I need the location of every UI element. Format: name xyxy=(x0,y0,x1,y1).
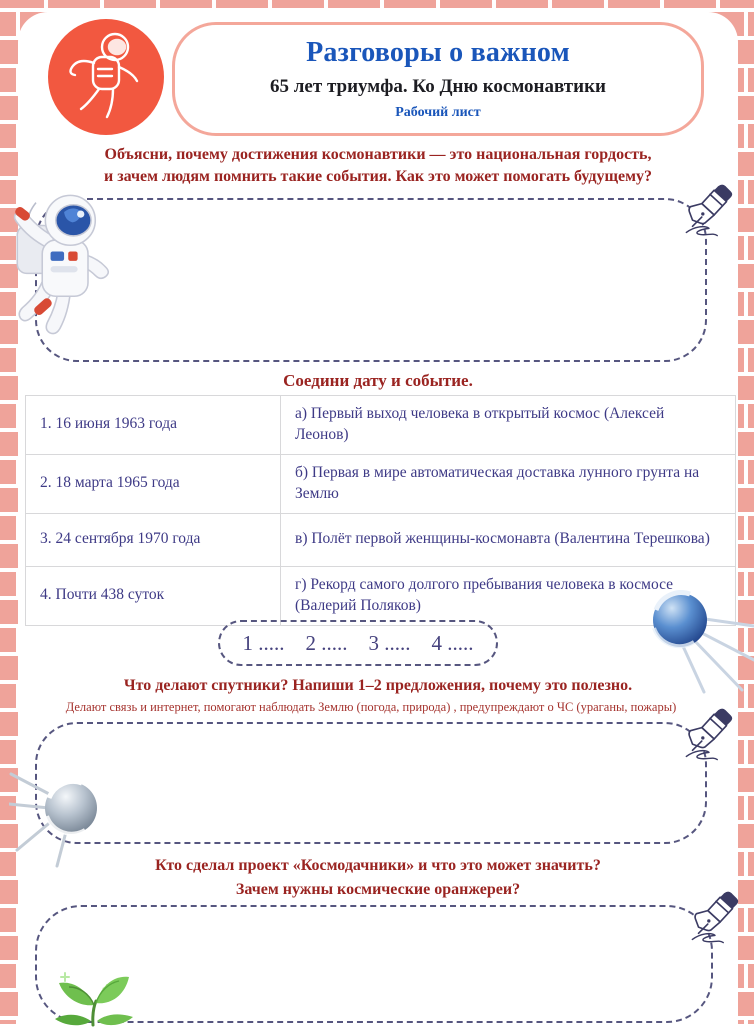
table-cell-date: 4. Почти 438 суток xyxy=(26,567,281,626)
table-cell-event: в) Полёт первой женщины-космонавта (Валентина Терешкова) xyxy=(281,514,736,567)
plant-icon xyxy=(45,955,145,1029)
table-cell-date: 3. 24 сентября 1970 года xyxy=(26,514,281,567)
pen-icon xyxy=(687,889,743,957)
table-cell-date: 1. 16 июня 1963 года xyxy=(26,396,281,455)
match-table xyxy=(25,395,736,626)
astronaut-logo xyxy=(48,19,164,135)
answer-area-2[interactable] xyxy=(35,722,707,844)
astronaut-sketch-icon xyxy=(63,29,149,125)
page-subtitle: 65 лет триумфа. Ко Дню космонавтики xyxy=(270,76,606,97)
table-cell-event: г) Рекорд самого долгого пребывания человека в космосе (Валерий Поляков) xyxy=(281,567,736,626)
question-3-line1: Кто сделал проект «Космодачники» и что это может значить? xyxy=(155,857,601,874)
match-title: Соедини дату и событие. xyxy=(283,371,473,390)
answer-area-3[interactable] xyxy=(35,905,713,1023)
worksheet-sheet xyxy=(18,12,738,1024)
question-3-line2: Зачем нужны космические оранжереи? xyxy=(235,881,521,898)
table-cell-date: 2. 18 марта 1965 года xyxy=(26,455,281,514)
table-cell-event: б) Первая в мире автоматическая доставка лунного грунта на Землю xyxy=(281,455,736,514)
question-1-text: Объясни, почему достижения космонавтики — это национальная гордость, и зачем людям помнить такие события. Как это может помогать будущему? xyxy=(103,146,653,186)
answer-area-1[interactable] xyxy=(35,198,707,362)
match-answer-blanks[interactable]: 1 ..... 2 ..... 3 ..... 4 ..... xyxy=(218,620,498,666)
astronaut-icon xyxy=(1,186,123,342)
question-2-title: Что делают спутники? Напиши 1–2 предложения, почему это полезно. xyxy=(123,677,633,694)
worksheet-badge: Рабочий лист xyxy=(395,105,481,120)
pen-icon xyxy=(681,706,737,774)
worksheet-header xyxy=(172,22,704,136)
table-cell-event: а) Первый выход человека в открытый космос (Алексей Леонов) xyxy=(281,396,736,455)
question-2-hint: Делают связь и интернет, помогают наблюдать Землю (погода, природа) , предупреждают о ЧС (ураганы, пожары) xyxy=(65,700,677,714)
page-title: Разговоры о важном xyxy=(306,37,570,68)
question-3-title xyxy=(33,854,723,902)
pen-icon xyxy=(681,182,737,250)
